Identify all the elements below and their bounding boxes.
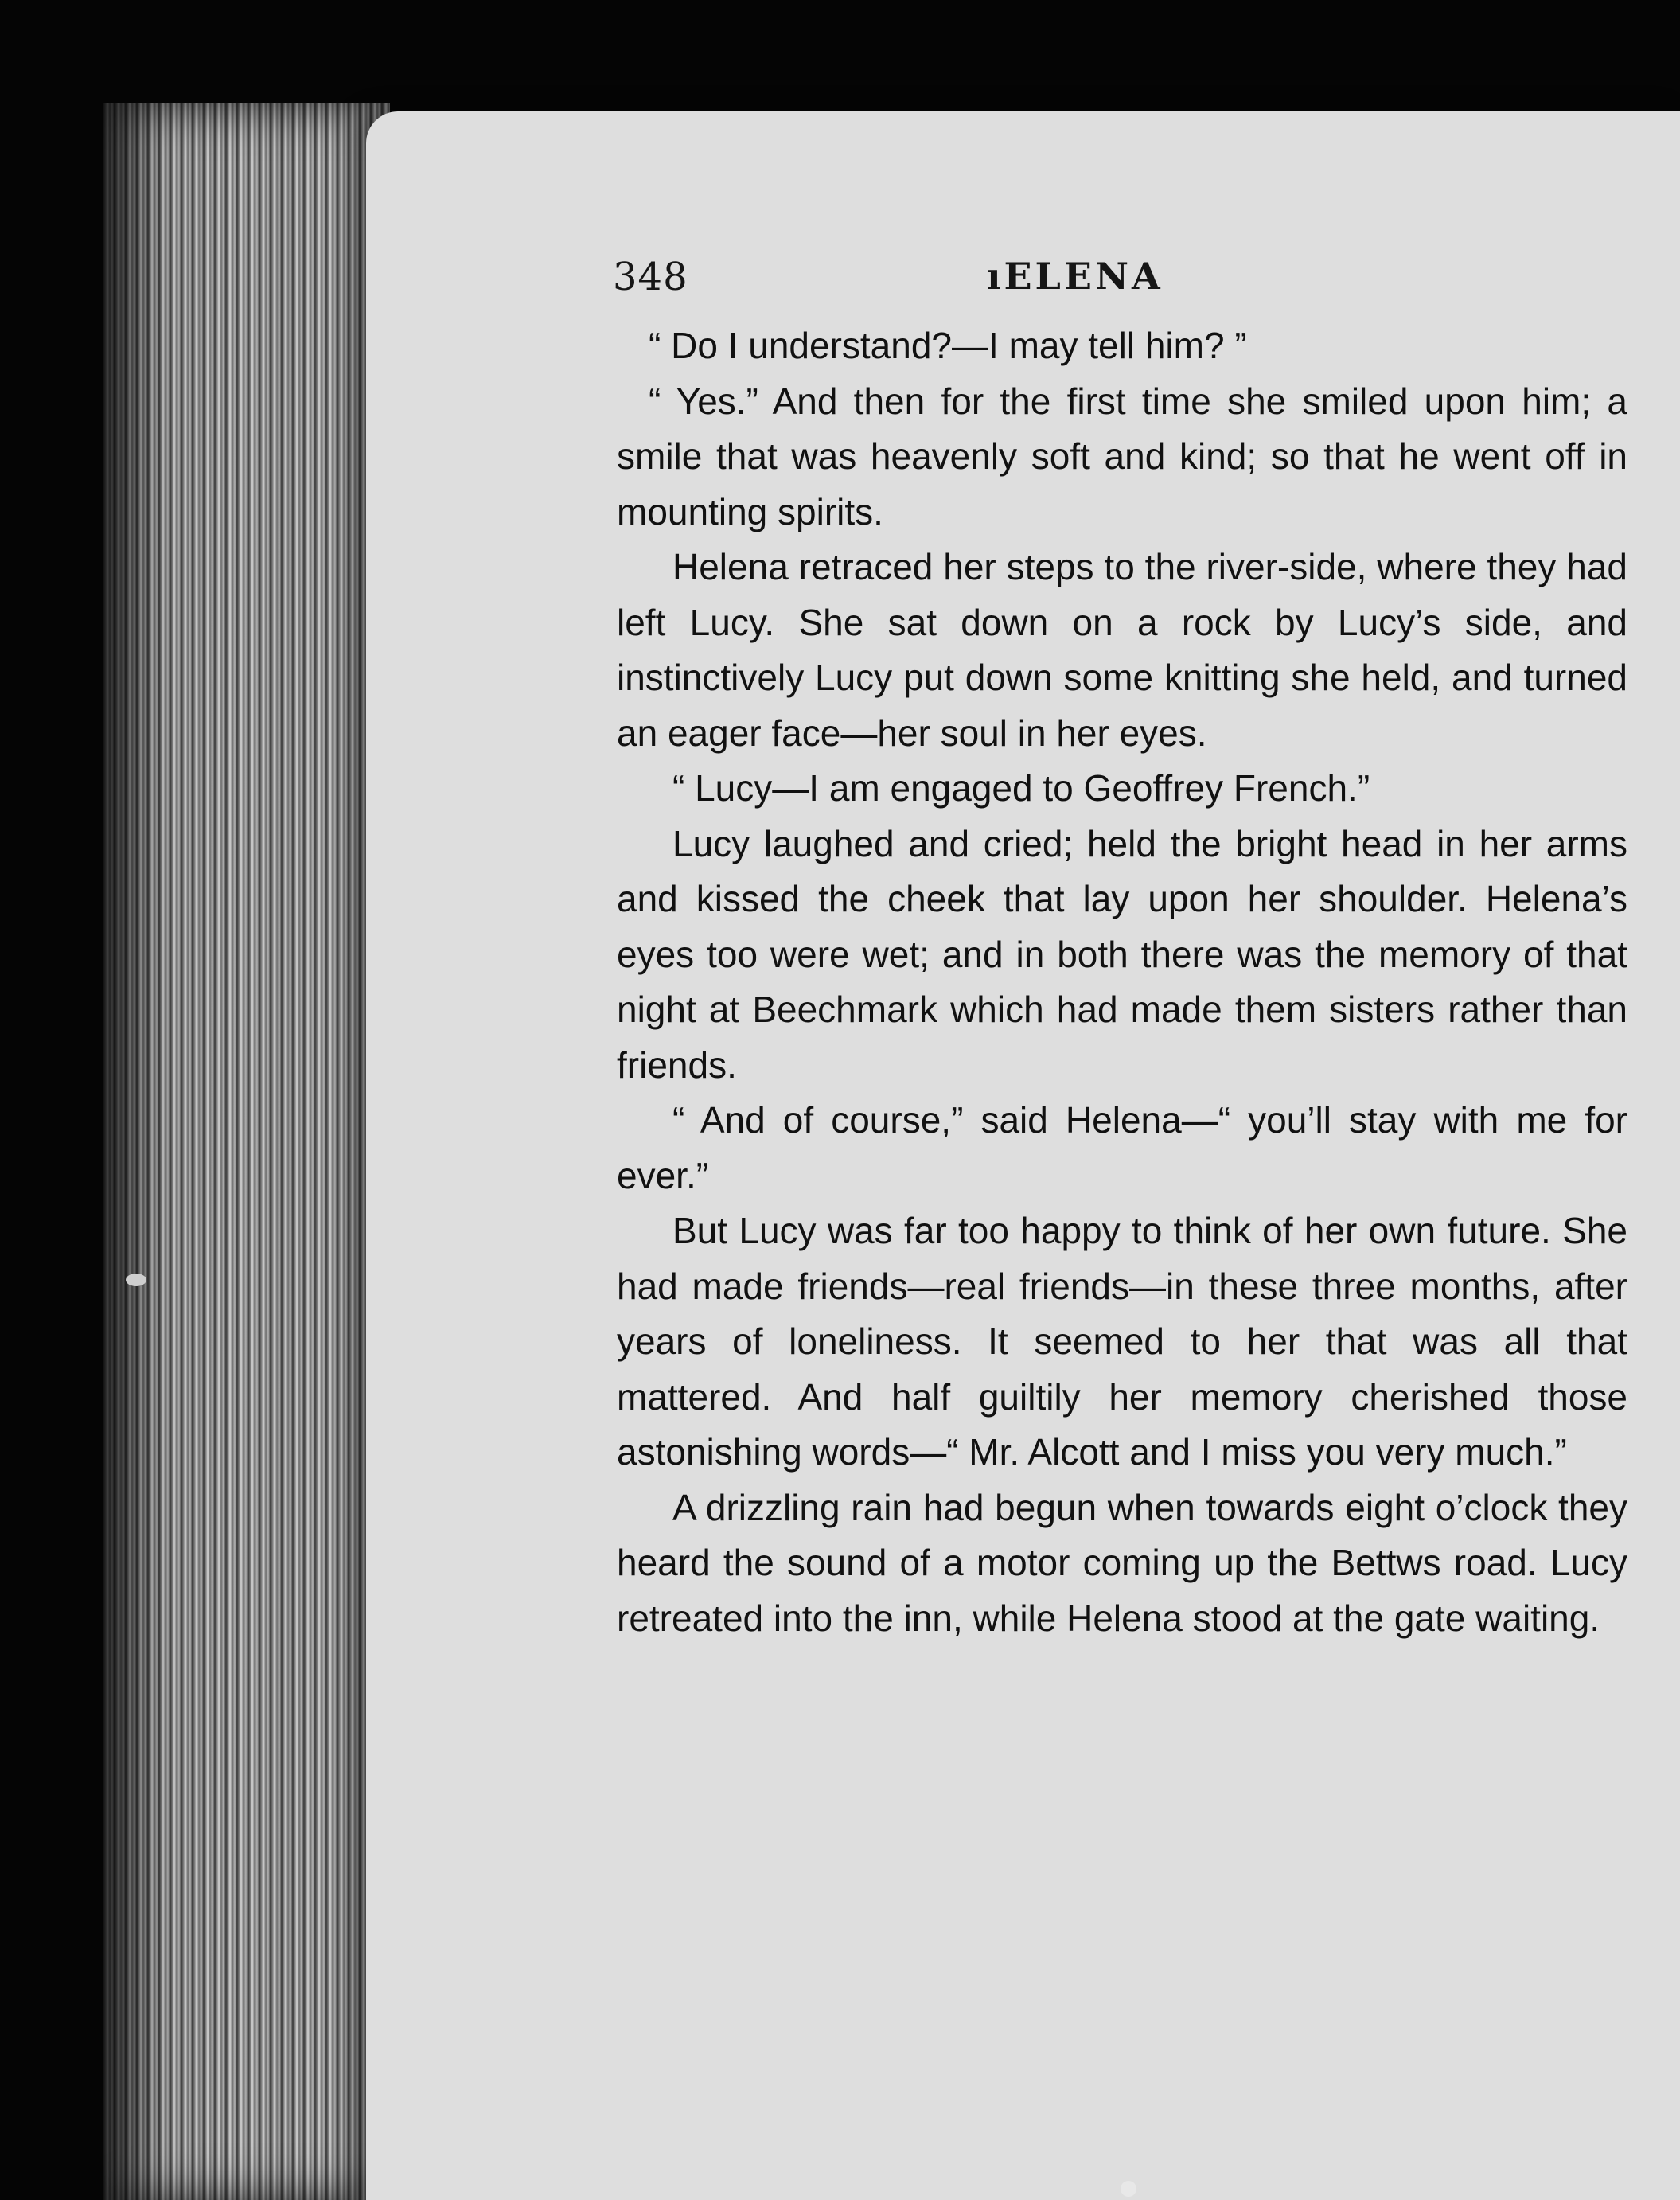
page-number: 348 — [613, 255, 688, 299]
paragraph: “ Do I understand?—I may tell him? ” — [649, 325, 1247, 366]
paragraph: “ And of course,” said Helena—“ you’ll stay with me for ever.” — [617, 1099, 1627, 1196]
running-title: ıELENA — [987, 255, 1164, 298]
page-header — [613, 255, 1631, 318]
paragraph: Helena retraced her steps to the river-side, where they had left Lucy. She sat down on a rock by Lucy’s side, and instinctively Lucy put down some knitting she held, and turned an eager face—her soul in her eyes. — [617, 546, 1627, 754]
paragraph: Lucy laughed and cried; held the bright head in her arms and kissed the cheek that lay upon her shoulder. Helena’s eyes too were wet; and in both there was the memory of that night at Beechmark which had made them sisters rather than friends. — [617, 822, 1627, 1086]
paragraph: “ Yes.” And then for the first time she smiled upon him; a smile that was heavenly soft and kind; so that he went off in mounting spirits. — [617, 380, 1627, 532]
paragraph: “ Lucy—I am engaged to Geoffrey French.” — [672, 767, 1370, 809]
body-text — [617, 318, 1627, 1646]
paragraph: A drizzling rain had begun when towards eight o’clock they heard the sound of a motor coming up the Bettws road. Lucy retreated into the inn, while Helena stood at the gate waiting. — [617, 1486, 1627, 1639]
paragraph: But Lucy was far too happy to think of her own future. She had made friends—real friends—in these three months, after years of loneliness. It seemed to her that was all that mattered. And half guiltily her memory cherished those astonishing words—“ Mr. Alcott and I miss you very much.” — [617, 1210, 1627, 1473]
speck — [1121, 2181, 1136, 2197]
speck — [126, 1274, 146, 1286]
book-page-edges — [103, 103, 390, 2200]
